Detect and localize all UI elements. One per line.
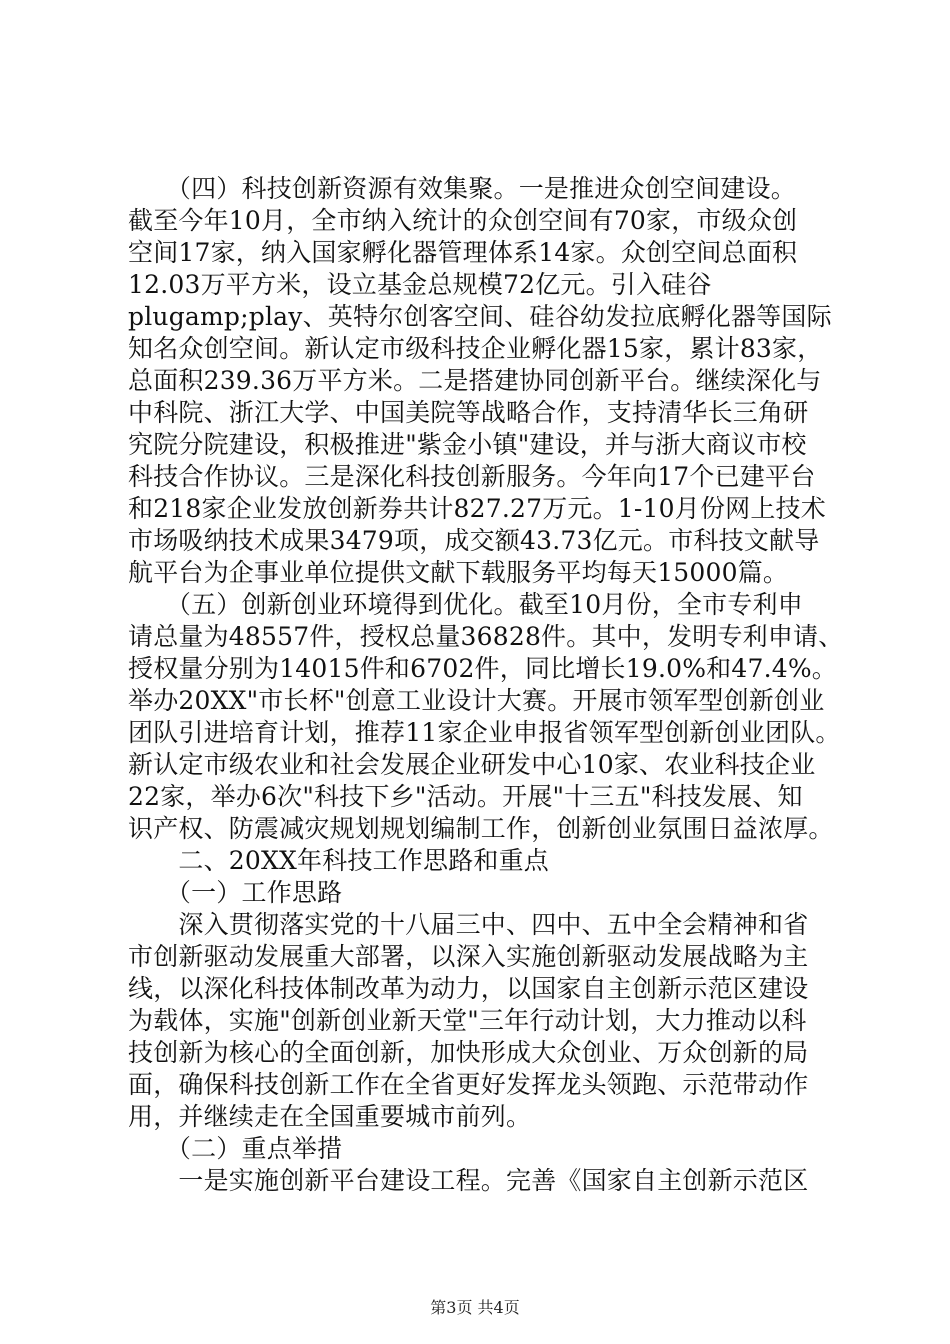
text-line: 举办20XX"市长杯"创意工业设计大赛。开展市领军型创新创业 — [128, 686, 825, 715]
text-line: 一是实施创新平台建设工程。完善《国家自主创新示范区 — [128, 1166, 809, 1195]
text-line: 请总量为48557件，授权总量36828件。其中，发明专利申请、 — [128, 622, 844, 651]
text-line: 团队引进培育计划，推荐11家企业申报省领军型创新创业团队。 — [128, 718, 841, 747]
text-line: 市场吸纳技术成果3479项，成交额43.73亿元。市科技文献导 — [128, 526, 820, 555]
text-line: 中科院、浙江大学、中国美院等战略合作，支持清华长三角研 — [128, 398, 809, 427]
text-line: 截至今年10月，全市纳入统计的众创空间有70家，市级众创 — [128, 206, 798, 235]
text-line: 深入贯彻落实党的十八届三中、四中、五中全会精神和省 — [128, 910, 809, 939]
page-number-footer: 第3页 共4页 — [430, 1298, 520, 1317]
text-line: 用，并继续走在全国重要城市前列。 — [128, 1102, 532, 1131]
text-line: （四）科技创新资源有效集聚。一是推进众创空间建设。 — [128, 174, 796, 203]
text-line: 航平台为企事业单位提供文献下载服务平均每天15000篇。 — [128, 558, 789, 587]
subsection-heading: （二）重点举措 — [128, 1134, 343, 1163]
text-line: 科技合作协议。三是深化科技创新服务。今年向17个已建平台 — [128, 462, 816, 491]
subsection-heading: （一）工作思路 — [128, 878, 343, 907]
text-line: 22家，举办6次"科技下乡"活动。开展"十三五"科技发展、知 — [128, 782, 803, 811]
text-line: 知名众创空间。新认定市级科技企业孵化器15家，累计83家， — [128, 334, 823, 363]
text-line: 空间17家，纳入国家孵化器管理体系14家。众创空间总面积 — [128, 238, 798, 267]
text-line: 市创新驱动发展重大部署，以深入实施创新驱动发展战略为主 — [128, 942, 809, 971]
text-line: 识产权、防震减灾规划规划编制工作，创新创业氛围日益浓厚。 — [128, 814, 834, 843]
text-line: 为载体，实施"创新创业新天堂"三年行动计划，大力推动以科 — [128, 1006, 807, 1035]
text-line: plugamp;play、英特尔创客空间、硅谷幼发拉底孵化器等国际 — [128, 302, 832, 331]
text-line: （五）创新创业环境得到优化。截至10月份，全市专利申 — [128, 590, 803, 619]
text-line: 和218家企业发放创新券共计827.27万元。1-10月份网上技术 — [128, 494, 826, 523]
text-line: 12.03万平方米，设立基金总规模72亿元。引入硅谷 — [128, 270, 712, 299]
text-line: 新认定市级农业和社会发展企业研发中心10家、农业科技企业 — [128, 750, 816, 779]
section-heading: 二、20XX年科技工作思路和重点 — [128, 846, 550, 875]
text-line: 授权量分别为14015件和6702件，同比增长19.0%和47.4%。 — [128, 654, 837, 683]
text-line: 技创新为核心的全面创新，加快形成大众创业、万众创新的局 — [128, 1038, 809, 1067]
text-line: 总面积239.36万平方米。二是搭建协同创新平台。继续深化与 — [128, 366, 822, 395]
text-line: 线，以深化科技体制改革为动力，以国家自主创新示范区建设 — [128, 974, 809, 1003]
text-line: 究院分院建设，积极推进"紫金小镇"建设，并与浙大商议市校 — [128, 430, 807, 459]
text-line: 面，确保科技创新工作在全省更好发挥龙头领跑、示范带动作 — [128, 1070, 809, 1099]
